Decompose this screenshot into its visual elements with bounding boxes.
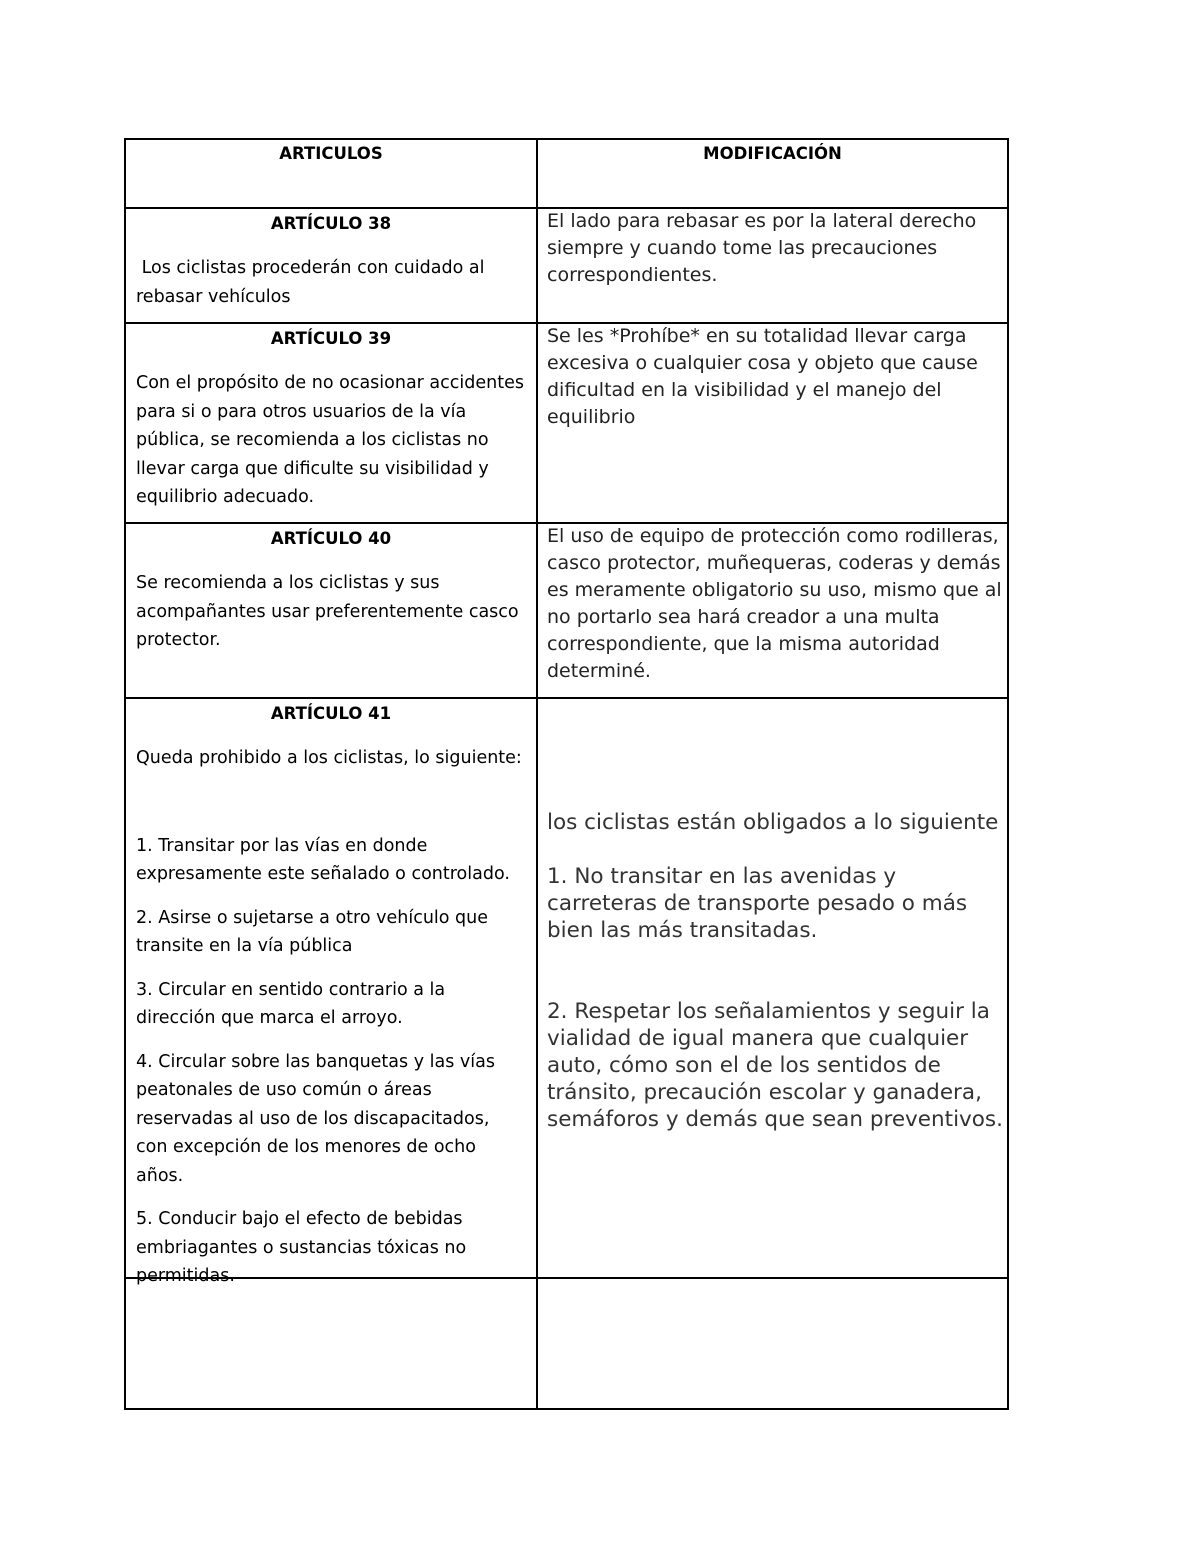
- modification-38: El lado para rebasar es por la lateral derecho siempre y cuando tome las precauciones correspondientes.: [547, 210, 977, 286]
- article-39-title: ARTÍCULO 39: [270, 329, 392, 348]
- modification-41-item-2: 2. Respetar los señalamientos y seguir la vialidad de igual manera que cualquier auto, cómo son el de los sentidos de tránsito, precaución escolar y ganadera, semáforos y demás que sean preventivos.: [547, 999, 1003, 1132]
- table-column-divider: [536, 138, 538, 1410]
- modification-41: [547, 809, 1007, 1133]
- modification-41-intro: los ciclistas están obligados a lo siguiente: [547, 810, 999, 835]
- article-38-cell: [136, 210, 526, 311]
- article-41-item-5: 5. Conducir bajo el efecto de bebidas embriagantes o sustancias tóxicas no permitidas.: [136, 1209, 467, 1286]
- modification-40: El uso de equipo de protección como rodilleras, casco protector, muñequeras, coderas y demás es meramente obligatorio su uso, mismo que al no portarlo sea hará creador a una multa correspondiente, que la misma autoridad determiné.: [547, 525, 1002, 682]
- article-41-title: ARTÍCULO 41: [270, 704, 392, 723]
- header-modificacion: MODIFICACIÓN: [703, 144, 842, 163]
- article-41-cell: [136, 700, 526, 1291]
- articles-table: [124, 138, 1009, 1410]
- article-40-text: Se recomienda a los ciclistas y sus acompañantes usar preferentemente casco protector.: [136, 573, 519, 650]
- article-41-item-4: 4. Circular sobre las banquetas y las vías peatonales de uso común o áreas reservadas al uso de los discapacitados, con excepción de los menores de ocho años.: [136, 1051, 495, 1186]
- article-40-title: ARTÍCULO 40: [270, 529, 392, 548]
- article-41-item-3: 3. Circular en sentido contrario a la dirección que marca el arroyo.: [136, 979, 446, 1028]
- article-41-item-1: 1. Transitar por las vías en donde expresamente este señalado o controlado.: [136, 835, 510, 884]
- modification-39: Se les *Prohíbe* en su totalidad llevar carga excesiva o cualquier cosa y objeto que cause dificultad en la visibilidad y el manejo del equilibrio: [547, 325, 978, 428]
- article-41-item-2: 2. Asirse o sujetarse a otro vehículo que transite en la vía pública: [136, 907, 489, 956]
- article-38-text: Los ciclistas procederán con cuidado al rebasar vehículos: [136, 258, 491, 307]
- table-border-left: [124, 138, 126, 1410]
- table-border-top: [124, 138, 1009, 140]
- modification-41-item-1: 1. No transitar en las avenidas y carreteras de transporte pesado o más bien las más transitadas.: [547, 864, 968, 943]
- article-39-cell: [136, 325, 526, 512]
- article-39-text: Con el propósito de no ocasionar accidentes para si o para otros usuarios de la vía pública, se recomienda a los ciclistas no llevar carga que dificulte su visibilidad y equilibrio adecuado.: [136, 373, 524, 507]
- article-38-title: ARTÍCULO 38: [270, 214, 392, 233]
- article-40-cell: [136, 525, 526, 655]
- header-articulos: ARTICULOS: [279, 144, 383, 163]
- article-41-text: Queda prohibido a los ciclistas, lo siguiente:: [136, 748, 522, 768]
- table-border-bottom: [124, 1408, 1009, 1410]
- row-divider: [124, 697, 1009, 699]
- table-border-right: [1007, 138, 1009, 1410]
